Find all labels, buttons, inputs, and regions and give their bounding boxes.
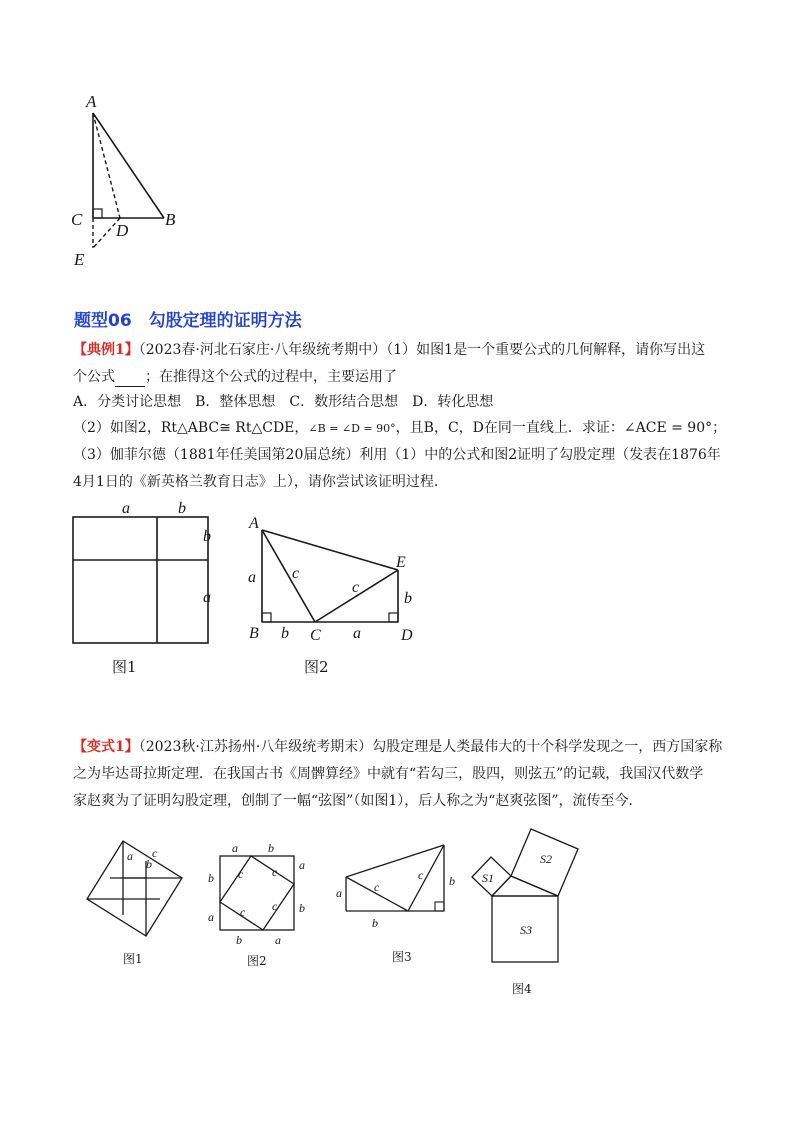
label-d-point: D bbox=[401, 627, 413, 644]
label-s1: S1 bbox=[482, 871, 494, 885]
example-figure-2 bbox=[240, 510, 430, 650]
label: c bbox=[240, 905, 246, 919]
label-c: C bbox=[71, 210, 83, 229]
label: b bbox=[208, 871, 214, 885]
label-right-b: b bbox=[203, 528, 211, 545]
example-part-2: （2）如图2，Rt△ABC≅ Rt△CDE，∠B = ∠D = 90°，且B，C，D在同一直线上．求证：∠ACE = 90°； bbox=[73, 420, 727, 436]
label-a-bottom: a bbox=[353, 625, 361, 642]
variant-figure-4-caption: 图4 bbox=[512, 982, 532, 996]
right-angle-mark bbox=[435, 902, 444, 911]
label-c-left: c bbox=[292, 565, 300, 582]
label-c-point: C bbox=[310, 627, 321, 644]
label-a: a bbox=[127, 849, 133, 863]
label: b bbox=[236, 933, 242, 947]
label-b-right: b bbox=[404, 590, 412, 607]
variant-figure-3 bbox=[330, 835, 460, 935]
section-title: 题型06 勾股定理的证明方法 bbox=[74, 311, 302, 331]
label: a bbox=[299, 858, 305, 872]
label: a bbox=[232, 841, 238, 855]
outer-square bbox=[73, 517, 208, 643]
example-figure-1 bbox=[60, 498, 230, 653]
label-top-b: b bbox=[178, 500, 186, 517]
label: c bbox=[272, 865, 278, 879]
outer-square bbox=[220, 856, 294, 930]
variant-figure-1-caption: 图1 bbox=[123, 952, 143, 966]
outer-tilted-square bbox=[87, 841, 182, 936]
label-e-point: E bbox=[396, 554, 406, 571]
label-a: A bbox=[86, 92, 97, 111]
label-s3: S3 bbox=[520, 923, 532, 937]
label-a-point: A bbox=[249, 515, 259, 532]
example-tag: 【典例1】 bbox=[73, 342, 139, 358]
example-line-1: 【典例1】（2023春·河北石家庄·八年级统考期中）（1）如图1是一个重要公式的几何解释，请你写出这 bbox=[73, 342, 706, 358]
example-figure-2-caption: 图2 bbox=[304, 658, 329, 676]
example-part-3-line-2: 4月1日的《新英格兰教育日志》上），请你尝试该证明过程． bbox=[73, 474, 448, 490]
right-angle-b bbox=[262, 613, 271, 622]
variant-line-3: 家赵爽为了证明勾股定理，创制了一幅“弦图”（如图1），后人称之为“赵爽弦图”，流传至今． bbox=[73, 793, 643, 809]
label-top-a: a bbox=[122, 500, 130, 517]
label: c bbox=[238, 867, 244, 881]
example-line-2: 个公式 ；在推得这个公式的过程中，主要运用了 bbox=[73, 369, 397, 385]
label-s2: S2 bbox=[540, 852, 552, 866]
segment-ad bbox=[93, 113, 120, 218]
segment-ab bbox=[93, 113, 164, 218]
label: b bbox=[299, 901, 305, 915]
example-part-3-line-1: （3）伽菲尔德（1881年任美国第20届总统）利用（1）中的公式和图2证明了勾股定理（发表在1876年 bbox=[73, 447, 721, 463]
label: b bbox=[268, 841, 274, 855]
label-b-left: b bbox=[372, 916, 378, 930]
right-angle-mark bbox=[93, 209, 102, 218]
label: c bbox=[272, 899, 278, 913]
label-e: E bbox=[74, 250, 85, 269]
label-b-point: B bbox=[249, 625, 259, 642]
inner-tilted-square bbox=[220, 856, 294, 930]
label-b: b bbox=[146, 857, 152, 871]
label-b-bottom: b bbox=[281, 625, 289, 642]
top-triangle-figure bbox=[60, 88, 200, 273]
example-options: A．分类讨论思想 B．整体思想 C．数形结合思想 D．转化思想 bbox=[73, 394, 494, 410]
variant-figure-4 bbox=[460, 810, 610, 975]
label: a bbox=[208, 910, 214, 924]
right-angle-d bbox=[389, 613, 398, 622]
label-b-right: b bbox=[449, 874, 455, 888]
example-figure-1-caption: 图1 bbox=[112, 658, 137, 676]
variant-tag: 【变式1】 bbox=[73, 739, 139, 755]
label-b: B bbox=[165, 210, 176, 229]
variant-figure-2-caption: 图2 bbox=[247, 954, 267, 968]
label-d: D bbox=[116, 221, 129, 240]
variant-figure-2 bbox=[200, 838, 320, 950]
variant-line-1: 【变式1】（2023秋·江苏扬州·八年级统考期末）勾股定理是人类最伟大的十个科学发现之一，西方国家称 bbox=[73, 739, 723, 755]
variant-figure-1 bbox=[80, 835, 190, 940]
label-right-a: a bbox=[203, 589, 211, 606]
answer-blank[interactable] bbox=[115, 370, 145, 387]
label-c: c bbox=[152, 846, 158, 860]
label-c-right: c bbox=[418, 868, 424, 882]
label: a bbox=[275, 933, 281, 947]
label-a: a bbox=[336, 886, 342, 900]
label-c-right: c bbox=[352, 579, 360, 596]
label-c-left: c bbox=[374, 880, 380, 894]
variant-figure-3-caption: 图3 bbox=[392, 950, 412, 964]
variant-line-2: 之为毕达哥拉斯定理．在我国古书《周髀算经》中就有“若勾三，股四，则弦五”的记载，我国汉代数学 bbox=[73, 766, 704, 782]
label-a-left: a bbox=[248, 569, 256, 586]
segment-ce bbox=[315, 570, 398, 622]
